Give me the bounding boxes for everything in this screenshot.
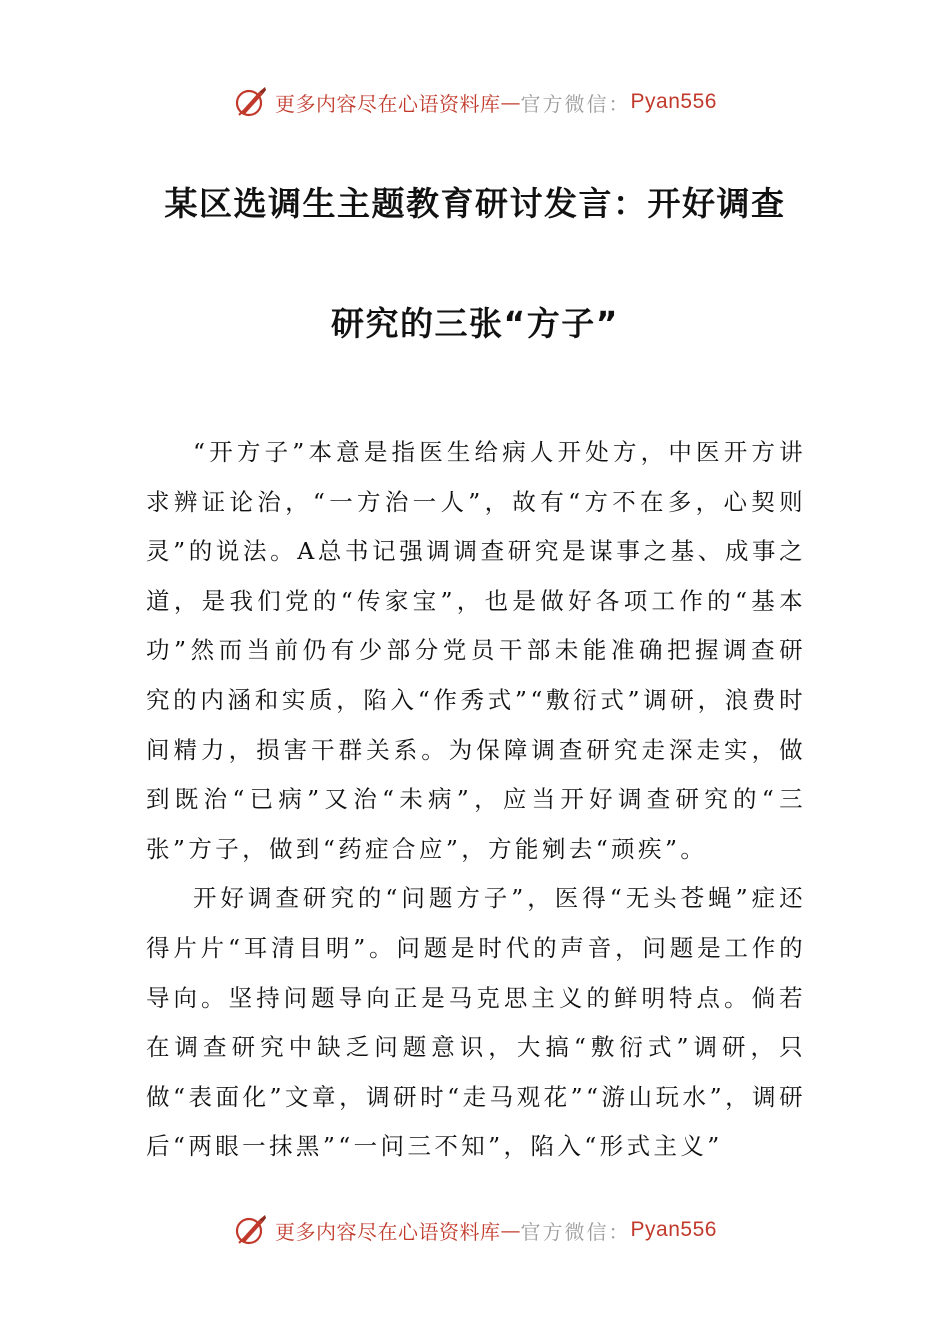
document-title-line-2: 研究的三张“方子” bbox=[331, 304, 619, 343]
header-watermark bbox=[0, 82, 950, 122]
body-paragraph: 开好调查研究的“问题方子”，医得“无头苍蝇”症还得片片“耳清目明”。问题是时代的声音，问题是工作的导向。坚持问题导向正是马克思主义的鲜明特点。倘若在调查研究中缺乏问题意识，大搞“敷衍式”调研，只做“表面化”文章，调研时“走马观花”“游山玩水”，调研后“两眼一抹黑”“一问三不知”，陷入“形式主义” bbox=[146, 884, 806, 1161]
watermark-wechat-id: Pyan556 bbox=[630, 90, 717, 113]
watermark-dash: — bbox=[500, 90, 521, 114]
watermark-label: 官方微信： bbox=[520, 91, 631, 116]
watermark-main-text: 更多内容尽在心语资料库 bbox=[275, 91, 501, 116]
watermark-main-text: 更多内容尽在心语资料库 bbox=[275, 1219, 501, 1244]
watermark-wechat-id: Pyan556 bbox=[630, 1218, 717, 1241]
watermark-dash: — bbox=[500, 1218, 521, 1242]
body-paragraph: “开方子”本意是指医生给病人开处方，中医开方讲求辨证论治，“一方治一人”，故有“方不在多，心契则灵”的说法。A总书记强调调查研究是谋事之基、成事之道，是我们党的“传家宝”，也是做好各项工作的“基本功”然而当前仍有少部分党员干部未能准确把握调查研究的内涵和实质，陷入“作秀式”“敷衍式”调研，浪费时间精力，损害干群关系。为保障调查研究走深走实，做到既治“已病”又治“未病”，应当开好调查研究的“三张”方子，做到“药症合应”，方能剜去“顽疾”。 bbox=[146, 438, 806, 863]
pen-quill-logo-icon bbox=[233, 1212, 269, 1248]
watermark-label: 官方微信： bbox=[520, 1219, 631, 1244]
document-body bbox=[146, 428, 806, 1172]
pen-quill-logo-icon bbox=[233, 84, 269, 120]
footer-watermark bbox=[0, 1210, 950, 1250]
document-title-line-1: 某区选调生主题教育研讨发言：开好调查 bbox=[164, 184, 786, 223]
